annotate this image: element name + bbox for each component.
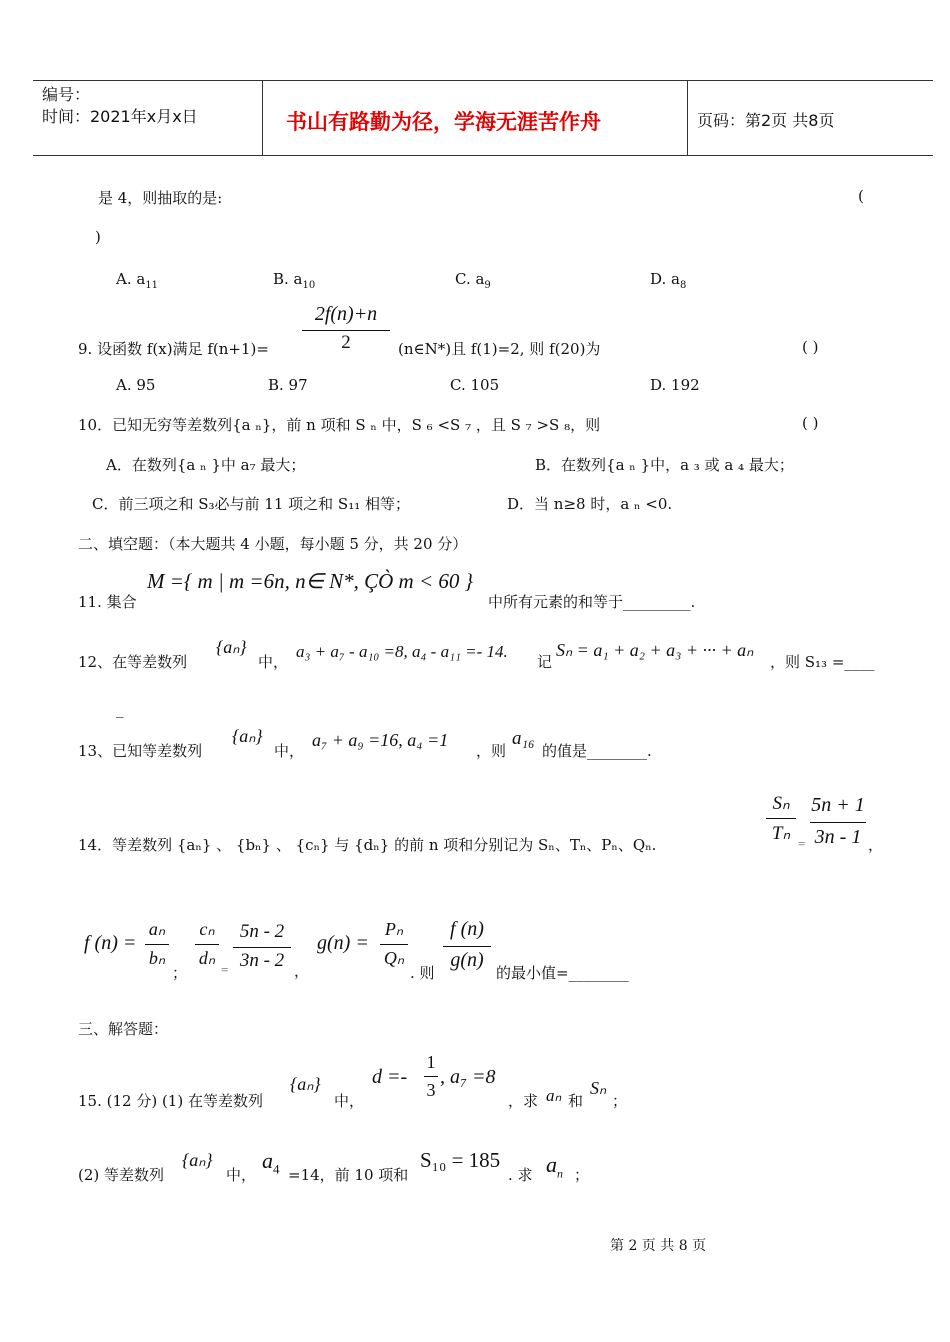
page-info: 页码：第2页 共8页 <box>697 111 835 130</box>
footer-page-number: 第 2 页 共 8 页 <box>610 1238 707 1254</box>
q12-sum-definition: Sₙ = a₁ + a₂ + a₃ + ··· + aₙ <box>556 640 754 660</box>
q14-fg-numerator: f (n) <box>450 918 484 940</box>
q11-set-expression: M ={ m | m =6n, n∈ N*, ÇÒ m < 60 } <box>147 569 474 593</box>
q10-stem: 10．已知无穷等差数列{a ₙ}，前 n 项和 S ₙ 中，S ₆ <S ₇ ，且 S ₇ >S ₈，则 <box>78 416 601 434</box>
q15-part2-prefix: (2) 等差数列 <box>78 1166 165 1184</box>
serial-label: 编号： <box>42 85 91 104</box>
q9-prefix: 9. 设函数 f(x)满足 f(n+1)= <box>78 340 269 358</box>
section-2-heading: 二、填空题：（本大题共 4 小题，每小题 5 分，共 20 分） <box>78 535 468 553</box>
q9-option-c: C. 105 <box>450 376 500 394</box>
q14-ze: . 则 <box>410 964 435 982</box>
q15-part2-qiu: . 求 <box>508 1166 533 1184</box>
q14-f-numerator: aₙ <box>148 919 166 939</box>
header-bottom-rule <box>33 155 933 156</box>
q14-r-bar <box>810 822 866 823</box>
q12-ji: 记 <box>537 653 553 671</box>
q9-option-d: D. 192 <box>650 376 700 394</box>
q14-comma: ， <box>868 836 884 854</box>
q14-c-denominator: dₙ <box>198 948 216 968</box>
q9-suffix: (n∈N*)且 f(1)=2, 则 f(20)为 <box>398 340 601 358</box>
q15-prefix: 15. (12 分) (1) 在等差数列 <box>78 1092 263 1110</box>
q15-part2-s10: S₁₀ = 185 <box>420 1148 501 1172</box>
q13-prefix: 13、已知等差数列 <box>78 742 203 760</box>
q9-fraction-denominator: 2 <box>341 332 351 353</box>
q14-f-denominator: bₙ <box>148 948 166 968</box>
section-3-heading: 三、解答题： <box>78 1020 169 1038</box>
q15-he: 和 <box>568 1092 584 1110</box>
q9-option-b: B. 97 <box>268 376 308 394</box>
q15-an: aₙ <box>546 1086 562 1105</box>
q8-paren-close: ) <box>95 228 101 246</box>
q13-a16: a₁₆ <box>512 728 535 749</box>
q10-option-c: C．前三项之和 S₃必与前 11 项之和 S₁₁ 相等； <box>92 495 410 513</box>
q14-fg-bar <box>443 946 491 947</box>
q13-ze: ，则 <box>476 742 507 760</box>
q15-part2-a4: $a_4$ <box>262 1148 280 1177</box>
q13-tail: 的值是________. <box>542 742 652 760</box>
q14-g-denominator: Qₙ <box>383 948 405 968</box>
q12-sequence: {aₙ} <box>216 637 247 657</box>
q8-option-c: C. $a_9$ <box>455 270 491 291</box>
q15-part2-a4-value: =14，前 10 项和 <box>288 1166 409 1184</box>
header-top-rule <box>33 80 933 81</box>
q9-option-a: A. 95 <box>116 376 156 394</box>
q15-a7: , a₇ =8 <box>440 1066 496 1088</box>
q14-c-numerator: cₙ <box>199 919 215 939</box>
q15-sn: Sₙ <box>590 1078 607 1098</box>
q14-fg-denominator: g(n) <box>450 949 484 971</box>
q14-comma-2: ， <box>294 962 310 980</box>
q12-condition: a₃ + a₇ - a₁₀ =8, a₄ - a₁₁ =- 14. <box>296 642 508 661</box>
q9-fraction-bar <box>302 330 390 331</box>
q10-option-d: D．当 n≥8 时，a ₙ <0. <box>507 495 673 513</box>
q14-g-numerator: Pₙ <box>384 919 404 939</box>
q11-prefix: 11. 集合 <box>78 593 137 611</box>
q12-mid: 中， <box>258 653 289 671</box>
q14-f-bar <box>145 944 169 945</box>
q12-tail: ，则 S₁₃ =____ <box>770 653 875 671</box>
q12-tail-2: _ <box>116 700 124 718</box>
q15-part2-sequence: {aₙ} <box>182 1150 213 1170</box>
q14-cd-bar <box>233 947 291 948</box>
q8-option-b: B. $a_{10}$ <box>273 270 316 291</box>
q15-part2-end: ； <box>574 1166 590 1184</box>
q15-end: ； <box>612 1092 628 1110</box>
q15-d-bar <box>424 1076 438 1077</box>
header-divider-right <box>687 80 688 156</box>
q14-tail: 的最小值=________ <box>496 964 629 982</box>
q14-g-lhs: g(n) = <box>317 932 369 954</box>
q14-ratio-bar <box>766 818 796 819</box>
q15-sequence: {aₙ} <box>290 1074 321 1094</box>
q14-f-lhs: f (n) = <box>84 932 137 954</box>
q8-continuation: 是 4，则抽取的是: <box>98 189 223 207</box>
q14-stem: 14．等差数列 {aₙ} 、 {bₙ} 、 {cₙ} 与 {dₙ} 的前 n 项和分别记为 Sₙ、Tₙ、Pₙ、Qₙ. <box>78 836 657 854</box>
q9-fraction-numerator: 2f(n)+n <box>314 303 378 325</box>
q15-d: d =- <box>372 1066 408 1088</box>
q14-r-denominator: 3n - 1 <box>814 826 862 848</box>
q9-paren: ( ) <box>802 338 819 356</box>
q14-cd-denominator: 3n - 2 <box>239 950 285 971</box>
q15-mid: 中， <box>334 1092 365 1110</box>
q14-ratio-denominator: Tₙ <box>771 823 791 844</box>
q14-cd-numerator: 5n - 2 <box>239 921 285 942</box>
motto: 书山有路勤为径，学海无涯苦作舟 <box>286 110 601 134</box>
q10-option-a: A．在数列{a ₙ }中 a₇ 最大； <box>106 456 306 474</box>
q11-suffix: 中所有元素的和等于_________. <box>488 593 696 611</box>
q14-r-numerator: 5n + 1 <box>811 794 865 816</box>
q13-mid: 中， <box>274 742 305 760</box>
q8-option-d: D. $a_8$ <box>650 270 687 291</box>
q14-c-bar <box>195 944 219 945</box>
q13-condition: a₇ + a₉ =16, a₄ =1 <box>312 730 449 750</box>
time-label: 时间：2021年x月x日 <box>42 107 198 126</box>
q14-semicolon: ； <box>172 964 188 982</box>
header-divider-left <box>262 80 263 156</box>
q14-ratio-numerator: Sₙ <box>772 793 790 814</box>
q14-g-bar <box>380 944 408 945</box>
q14-eq-1: = <box>798 836 806 851</box>
q15-part2-mid: 中， <box>226 1166 257 1184</box>
q10-option-b: B．在数列{a ₙ }中，a ₃ 或 a ₄ 最大； <box>535 456 794 474</box>
q15-qiu: ，求 <box>508 1092 539 1110</box>
q15-part2-an: $a_n$ <box>546 1152 563 1181</box>
q15-d-numerator: 1 <box>426 1052 436 1072</box>
q12-prefix: 12、在等差数列 <box>78 653 188 671</box>
q10-paren: ( ) <box>802 414 819 432</box>
q14-eq-2: = <box>221 962 229 977</box>
q8-option-a: A. $a_{11}$ <box>116 270 159 291</box>
q15-d-denominator: 3 <box>426 1080 436 1100</box>
q13-sequence: {aₙ} <box>232 726 263 746</box>
q8-paren-open: ( <box>858 187 864 205</box>
